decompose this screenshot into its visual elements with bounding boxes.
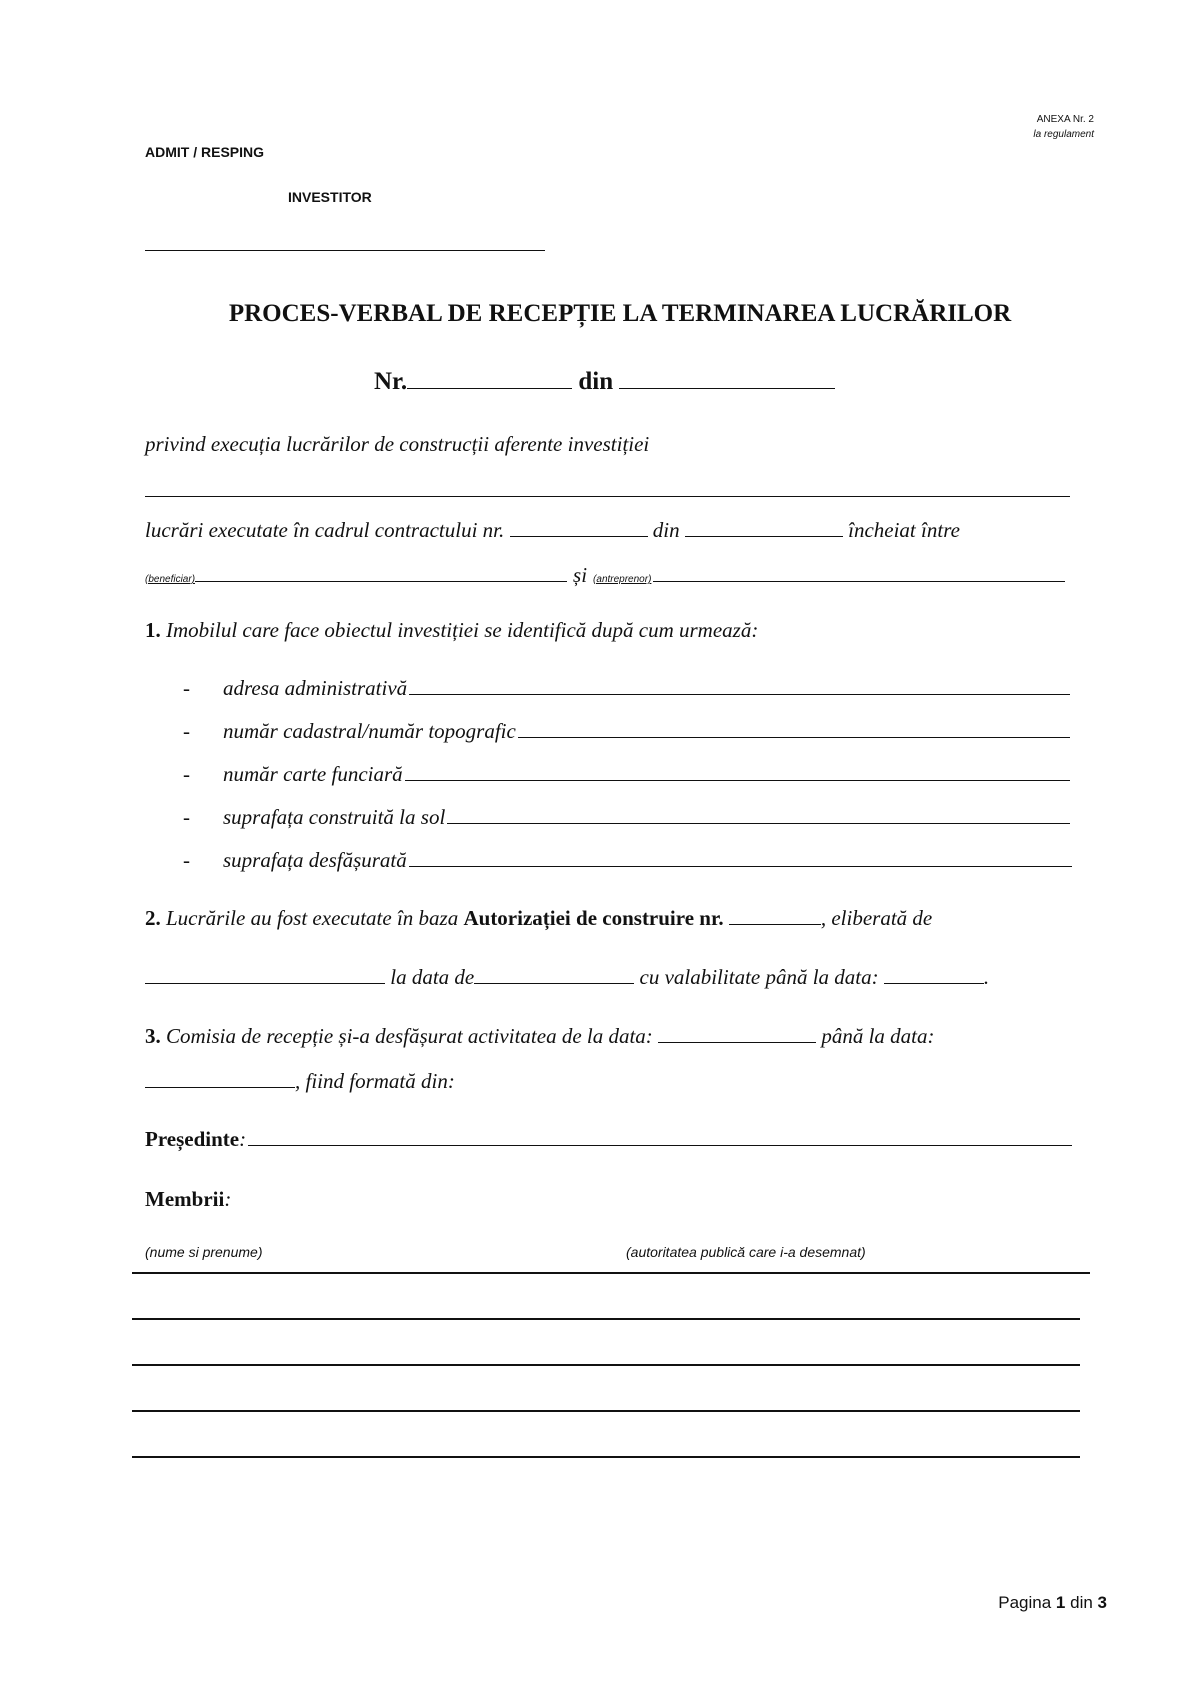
- members-col-name: (nume si prenume): [145, 1244, 263, 1260]
- member-row-line[interactable]: [132, 1318, 1080, 1320]
- section2-period: .: [983, 965, 990, 989]
- members-col-authority: (autoritatea publică care i-a desemnat): [626, 1244, 866, 1260]
- members-label: Membrii: [145, 1187, 225, 1211]
- president-field[interactable]: [248, 1144, 1072, 1146]
- section1-heading: [145, 618, 758, 643]
- commission-start-field[interactable]: [658, 1041, 816, 1043]
- annex-regulation: la regulament: [1033, 129, 1094, 140]
- bullet-dash: -: [183, 762, 190, 786]
- list-item-cadastral: [183, 719, 1070, 744]
- page-footer: [998, 1593, 1107, 1613]
- list-item-label: adresa administrativă: [223, 676, 408, 700]
- contract-number-field[interactable]: [510, 535, 648, 537]
- document-title: PROCES-VERBAL DE RECEPȚIE LA TERMINAREA LUCRĂRILOR: [228, 300, 1012, 327]
- beneficiary-label: (beneficiar): [145, 574, 196, 585]
- page-word: Pagina: [998, 1593, 1052, 1612]
- of-word: din: [1070, 1593, 1093, 1612]
- president-line: [145, 1127, 1072, 1152]
- permit-label: Autorizației de construire nr.: [463, 906, 724, 930]
- investor-label: INVESTITOR: [288, 189, 372, 205]
- number-line: [374, 368, 835, 396]
- section2-line1: [145, 906, 932, 931]
- section2-line2: [145, 965, 989, 990]
- cadastral-field[interactable]: [518, 736, 1070, 738]
- beneficiary-field[interactable]: [195, 580, 567, 582]
- list-item-developed-area: [183, 848, 1072, 873]
- bullet-dash: -: [183, 719, 190, 743]
- member-row-line[interactable]: [132, 1364, 1080, 1366]
- valid-until-text: cu valabilitate până la data:: [639, 965, 879, 989]
- list-item-built-area: [183, 805, 1070, 830]
- contract-din: din: [652, 518, 680, 542]
- intro-text: privind execuția lucrărilor de construcții aferente investiției: [145, 432, 650, 456]
- commission-end-field[interactable]: [145, 1086, 295, 1088]
- list-item-label: număr cadastral/număr topografic: [223, 719, 516, 743]
- and-label: și: [573, 563, 588, 587]
- section1-number: 1.: [145, 618, 161, 642]
- din-label: din: [578, 368, 614, 395]
- section2-number: 2.: [145, 906, 161, 930]
- nr-field[interactable]: [407, 387, 572, 389]
- member-row-line[interactable]: [132, 1410, 1080, 1412]
- contract-line: [145, 518, 960, 543]
- issuer-field[interactable]: [145, 982, 385, 984]
- contract-date-field[interactable]: [685, 535, 843, 537]
- section3-line1: [145, 1024, 934, 1049]
- permit-number-field[interactable]: [729, 923, 821, 925]
- bullet-dash: -: [183, 848, 190, 872]
- investor-signature-line: [145, 250, 545, 251]
- contract-text: lucrări executate în cadrul contractului nr.: [145, 518, 505, 542]
- land-book-field[interactable]: [405, 779, 1070, 781]
- page-number: 1: [1055, 1593, 1066, 1612]
- bullet-dash: -: [183, 676, 190, 700]
- section1-text: Imobilul care face obiectul investiției se identifică după cum urmează:: [166, 618, 759, 642]
- contractor-field[interactable]: [653, 580, 1065, 582]
- annex-number: ANEXA Nr. 2: [1036, 114, 1094, 125]
- section3-line2: [145, 1069, 455, 1094]
- admit-respin-label: ADMIT / RESPING: [145, 144, 265, 160]
- members-heading: [145, 1187, 231, 1212]
- issue-date-text: la data de: [390, 965, 475, 989]
- president-label: Președinte: [145, 1127, 240, 1151]
- list-item-label: suprafața desfășurată: [223, 848, 407, 872]
- investment-name-line[interactable]: [145, 496, 1070, 497]
- president-colon: :: [239, 1127, 247, 1151]
- until-text: până la data:: [821, 1024, 935, 1048]
- members-table-header-rule: [132, 1272, 1090, 1274]
- issue-date-field[interactable]: [474, 982, 634, 984]
- list-item-label: număr carte funciară: [223, 762, 403, 786]
- contract-concluded: încheiat între: [848, 518, 960, 542]
- list-item-address: [183, 676, 1070, 701]
- contractor-label: (antreprenor): [593, 574, 652, 585]
- nr-label: Nr.: [374, 368, 408, 395]
- date-field[interactable]: [619, 387, 835, 389]
- section3-number: 3.: [145, 1024, 161, 1048]
- valid-until-field[interactable]: [884, 982, 984, 984]
- built-area-field[interactable]: [447, 822, 1070, 824]
- composed-of-text: , fiind formată din:: [295, 1069, 455, 1093]
- list-item-land-book: [183, 762, 1070, 787]
- issued-by-text: , eliberată de: [820, 906, 933, 930]
- page-total: 3: [1097, 1593, 1107, 1612]
- member-row-line[interactable]: [132, 1456, 1080, 1458]
- members-colon: :: [224, 1187, 232, 1211]
- section2-text: Lucrările au fost executate în baza: [166, 906, 459, 930]
- section3-text: Comisia de recepție și-a desfășurat activitatea de la data:: [166, 1024, 653, 1048]
- list-item-label: suprafața construită la sol: [223, 805, 446, 829]
- developed-area-field[interactable]: [409, 865, 1072, 867]
- address-field[interactable]: [409, 693, 1070, 695]
- bullet-dash: -: [183, 805, 190, 829]
- parties-line: [145, 563, 1065, 588]
